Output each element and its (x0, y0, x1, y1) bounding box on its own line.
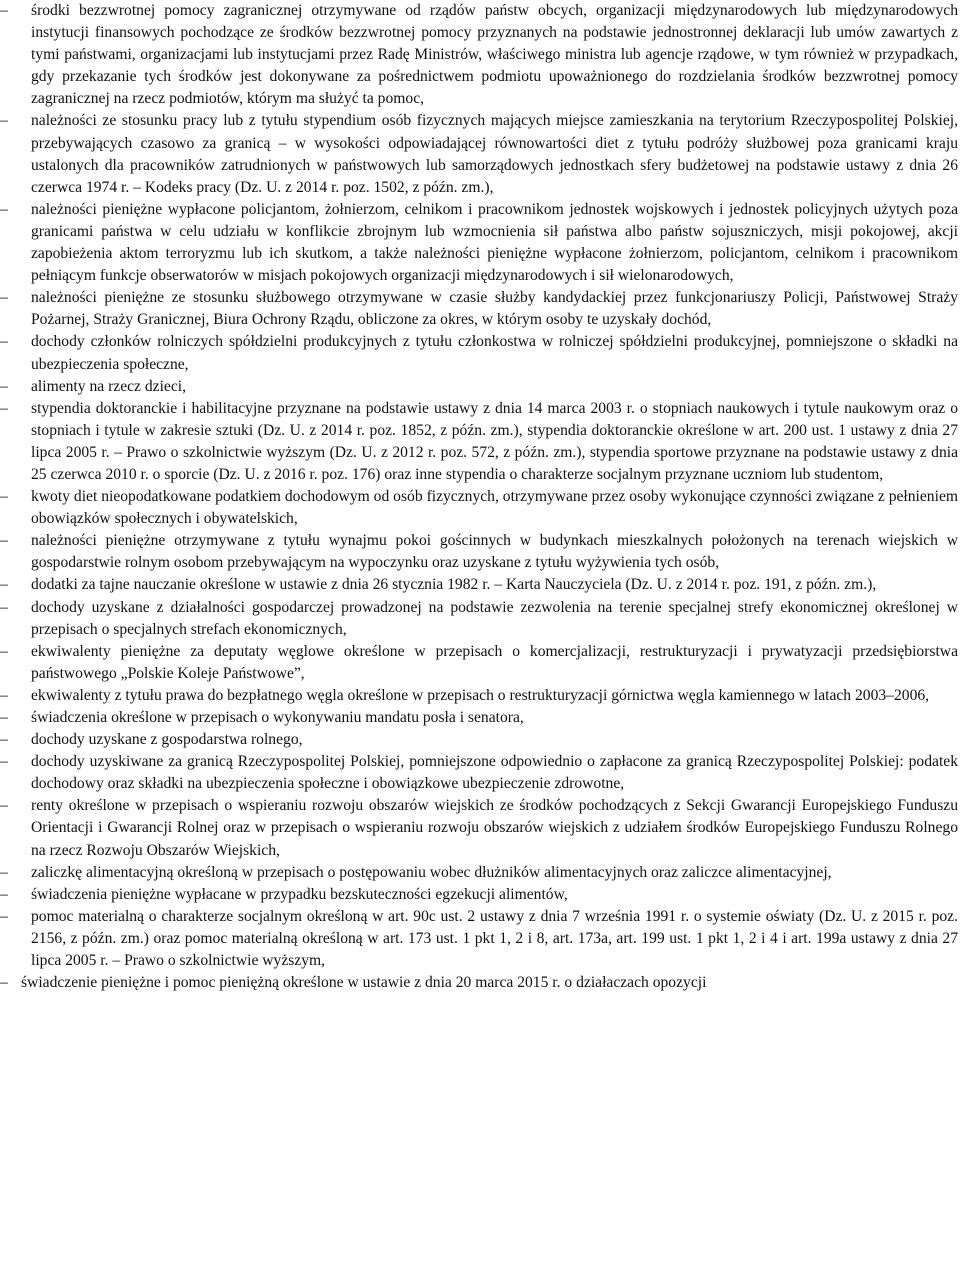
list-item-text: należności pieniężne ze stosunku służbowego otrzymywane w czasie służby kandydackiej przez funkcjonariuszy Policji, Państwowej Straży Pożarnej, Straży Granicznej, Biura Ochrony Rządu, obliczone za okres, w którym osoby te uzyskały dochód, (31, 289, 958, 329)
dash-bullet: – (0, 488, 8, 506)
dash-bullet: – (0, 112, 8, 130)
list-item (0, 685, 958, 707)
list-item-text: świadczenia określone w przepisach o wykonywaniu mandatu posła i senatora, (31, 709, 524, 726)
dash-bullet: – (0, 532, 8, 550)
list-item-text: stypendia doktoranckie i habilitacyjne przyznane na podstawie ustawy z dnia 14 marca 2003 r. o stopniach naukowych i tytule naukowym oraz o stopniach i tytule w zakresie sztuki (Dz. U. z 2014 r. poz. 1852, z późn. zm.), stypendia doktoranckie określone w art. 200 ust. 1 ustawy z dnia 27 lipca 2005 r. – Prawo o szkolnictwie wyższym (Dz. U. z 2012 r. poz. 572, z późn. zm.), stypendia sportowe przyznane na podstawie ustawy z dnia 25 czerwca 2010 r. o sporcie (Dz. U. z 2016 r. poz. 176) oraz inne stypendia o charakterze socjalnym przyznane uczniom lub studentom, (31, 399, 958, 483)
dash-bullet: – (0, 399, 8, 417)
dash-bullet: – (0, 885, 8, 903)
list-item (0, 641, 958, 685)
dash-bullet: – (0, 200, 8, 218)
list-item-text: należności pieniężne otrzymywane z tytułu wynajmu pokoi gościnnych w budynkach mieszkalnych położonych na terenach wiejskich w gospodarstwie rolnym osobom przebywającym na wypoczynku oraz uzyskane z tytułu wyżywienia tych osób, (31, 532, 958, 572)
list-item (0, 287, 958, 331)
list-item (0, 751, 958, 795)
list-item (0, 486, 958, 530)
dash-bullet: – (0, 753, 8, 771)
list-item (0, 729, 958, 751)
list-item (0, 884, 958, 906)
list-item-text: dochody członków rolniczych spółdzielni produkcyjnych z tytułu członkostwa w rolniczej spółdzielni produkcyjnej, pomniejszone o składki na ubezpieczenia społeczne, (31, 333, 958, 373)
list-item (0, 707, 958, 729)
dash-bullet: – (0, 863, 8, 881)
list-item (0, 0, 958, 110)
list-item (0, 574, 958, 596)
list-item (0, 972, 958, 994)
list-item-text: ekwiwalenty z tytułu prawa do bezpłatnego węgla określone w przepisach o restrukturyzacji górnictwa węgla kamiennego w latach 2003–2006, (31, 686, 930, 704)
dash-bullet: – (0, 731, 8, 749)
list-item (0, 199, 958, 287)
dash-bullet: – (0, 974, 8, 992)
list-item-text: dochody uzyskiwane za granicą Rzeczypospolitej Polskiej, pomniejszone odpowiednio o zapłacone za granicą Rzeczypospolitej Polskiej: podatek dochodowy oraz składki na ubezpieczenia społeczne i obowiązkowe ubezpieczenie zdrowotne, (31, 753, 958, 793)
list-item (0, 597, 958, 641)
dash-bullet: – (0, 576, 8, 594)
dash-bullet: – (0, 377, 8, 395)
list-item (0, 530, 958, 574)
list-item-text: należności ze stosunku pracy lub z tytułu stypendium osób fizycznych mających miejsce zamieszkania na terytorium Rzeczypospolitej Polskiej, przebywających czasowo za granicą – w wysokości odpowiadającej równowartości diet z tytułu podróży służbowej poza granicami kraju ustalonych dla pracowników zatrudnionych w państwowych lub samorządowych jednostkach sfery budżetowej na podstawie ustawy z dnia 26 czerwca 1974 r. – Kodeks pracy (Dz. U. z 2014 r. poz. 1502, z późn. zm.), (31, 112, 958, 196)
list-item (0, 110, 958, 198)
list-item (0, 376, 958, 398)
dash-bullet: – (0, 642, 8, 660)
list-item-text: renty określone w przepisach o wspieraniu rozwoju obszarów wiejskich ze środków pochodzących z Sekcji Gwarancji Europejskiego Funduszu Orientacji i Gwarancji Rolnej oraz w przepisach o wspieraniu rozwoju obszarów wiejskich z udziałem środków Europejskiego Funduszu Rolnego na rzecz Rozwoju Obszarów Wiejskich, (31, 797, 958, 859)
list-item-text: świadczenie pieniężne i pomoc pieniężną określone w ustawie z dnia 20 marca 2015 r. o działaczach opozycji (21, 974, 707, 992)
list-item (0, 331, 958, 375)
list-item-text: dochody uzyskane z gospodarstwa rolnego, (31, 731, 303, 749)
dash-bullet: – (0, 289, 8, 307)
list-item (0, 862, 958, 884)
dash-bullet: – (0, 333, 8, 351)
list-item (0, 398, 958, 486)
dash-bullet: – (0, 797, 8, 815)
list-item-text: ekwiwalenty pieniężne za deputaty węglowe określone w przepisach o komercjalizacji, restrukturyzacji i prywatyzacji przedsiębiorstwa państwowego „Polskie Koleje Państwowe”, (31, 642, 958, 682)
list-item-text: dochody uzyskane z działalności gospodarczej prowadzonej na podstawie zezwolenia na terenie specjalnej strefy ekonomicznej określonej w przepisach o specjalnych strefach ekonomicznych, (31, 598, 958, 638)
dash-bullet: – (0, 598, 8, 616)
list-item-text: świadczenia pieniężne wypłacane w przypadku bezskuteczności egzekucji alimentów, (31, 885, 568, 903)
dash-bullet: – (0, 2, 8, 19)
list-item (0, 906, 958, 972)
dash-bullet: – (0, 907, 8, 925)
list-item-text: należności pieniężne wypłacone policjantom, żołnierzom, celnikom i pracownikom jednostek wojskowych i jednostek policyjnych użytych poza granicami państwa w celu udziału w konflikcie zbrojnym lub wzmocnienia sił państwa albo państw sojuszniczych, misji pokojowej, akcji zapobieżenia aktom terroryzmu lub ich skutkom, a także należności pieniężne wypłacone żołnierzom, policjantom, celnikom i pracownikom pełniącym funkcje obserwatorów w misjach pokojowych organizacji międzynarodowych i sił wielonarodowych, (31, 200, 958, 285)
dash-bullet: – (0, 686, 8, 704)
list-item-text: alimenty na rzecz dzieci, (31, 377, 186, 395)
list-item-text: dodatki za tajne nauczanie określone w ustawie z dnia 26 stycznia 1982 r. – Karta Nauczyciela (Dz. U. z 2014 r. poz. 191, z późn. zm.), (31, 576, 877, 594)
list-item-text: zaliczkę alimentacyjną określoną w przepisach o postępowaniu wobec dłużników alimentacyjnych oraz zaliczce alimentacyjnej, (31, 863, 832, 881)
dash-bullet: – (0, 709, 8, 726)
list-item (0, 795, 958, 861)
list-item-text: środki bezzwrotnej pomocy zagranicznej otrzymywane od rządów państw obcych, organizacji międzynarodowych lub międzynarodowych instytucji finansowych pochodzące ze środków bezzwrotnej pomocy przyznanych na podstawie jednostronnej deklaracji lub umów zawartych z tymi państwami, organizacjami lub instytucjami przez Radę Ministrów, właściwego ministra lub agencje rządowe, w tym również w przypadkach, gdy przekazanie tych środków jest dokonywane za pośrednictwem podmiotu upoważnionego do rozdzielania środków bezzwrotnej pomocy zagranicznej na rzecz podmiotów, którym ma służyć ta pomoc, (31, 2, 958, 108)
list-item-text: pomoc materialną o charakterze socjalnym określoną w art. 90c ust. 2 ustawy z dnia 7 września 1991 r. o systemie oświaty (Dz. U. z 2015 r. poz. 2156, z późn. zm.) oraz pomoc materialną określoną w art. 173 ust. 1 pkt 1, 2 i 8, art. 173a, art. 199 ust. 1 pkt 1, 2 i 4 i art. 199a ustawy z dnia 27 lipca 2005 r. – Prawo o szkolnictwie wyższym, (31, 907, 958, 970)
list-item-text: kwoty diet nieopodatkowane podatkiem dochodowym od osób fizycznych, otrzymywane przez osoby wykonujące czynności związane z pełnieniem obowiązków społecznych i obywatelskich, (31, 488, 958, 528)
